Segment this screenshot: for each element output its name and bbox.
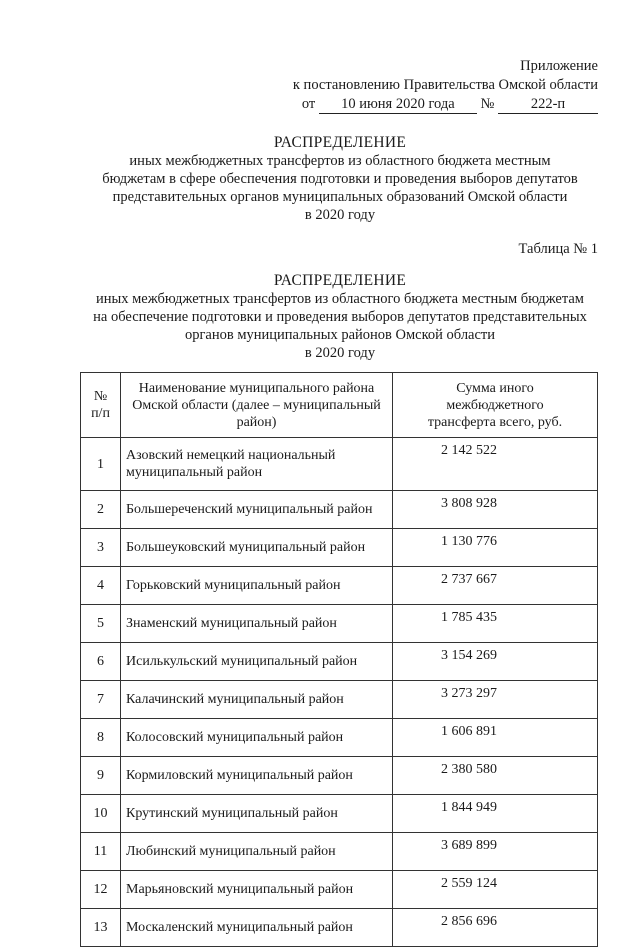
row-number: 10 — [81, 795, 121, 833]
table-row — [81, 833, 598, 871]
row-number: 7 — [81, 681, 121, 719]
header-text: Сумма иного — [456, 380, 534, 396]
resolution-date-number — [302, 95, 598, 114]
row-sum: 2 737 667 — [393, 567, 598, 605]
header-text: район) — [236, 414, 277, 430]
district-name-line: муниципальный район — [126, 465, 263, 480]
main-title-heading: РАСПРЕДЕЛЕНИЕ — [273, 134, 407, 151]
row-number: 8 — [81, 719, 121, 757]
row-district: Марьяновский муниципальный район — [121, 871, 393, 909]
row-number: 11 — [81, 833, 121, 871]
row-sum: 1 844 949 — [393, 795, 598, 833]
header-name — [121, 373, 393, 438]
table-row — [81, 491, 598, 529]
main-title-line: бюджетам в сфере обеспечения подготовки и проведения выборов депутатов — [102, 171, 578, 187]
table-title-line: иных межбюджетных трансфертов из областного бюджета местным бюджетам — [95, 291, 584, 307]
table-row — [81, 567, 598, 605]
table-row — [81, 681, 598, 719]
header-text: Омской области (далее – муниципальный — [132, 397, 381, 413]
row-sum: 1 130 776 — [393, 529, 598, 567]
row-sum: 3 273 297 — [393, 681, 598, 719]
table-row — [81, 719, 598, 757]
row-number: 9 — [81, 757, 121, 795]
row-sum: 3 154 269 — [393, 643, 598, 681]
row-number: 4 — [81, 567, 121, 605]
distribution-table — [80, 372, 598, 947]
row-number: 3 — [81, 529, 121, 567]
header-number — [81, 373, 121, 438]
row-district: Большеуковский муниципальный район — [121, 529, 393, 567]
row-district: Колосовский муниципальный район — [121, 719, 393, 757]
table-row — [81, 643, 598, 681]
table-title-heading: РАСПРЕДЕЛЕНИЕ — [273, 272, 407, 289]
row-district: Большереченский муниципальный район — [121, 491, 393, 529]
header-text: трансферта всего, руб. — [427, 414, 563, 430]
resolution-label: к постановлению Правительства Омской области — [292, 77, 598, 93]
row-sum: 3 808 928 — [393, 491, 598, 529]
table-title-line: в 2020 году — [304, 345, 376, 361]
main-title-line: в 2020 году — [304, 207, 376, 223]
row-sum: 1 785 435 — [393, 605, 598, 643]
row-district: Москаленский муниципальный район — [121, 909, 393, 947]
row-number: 6 — [81, 643, 121, 681]
row-sum: 2 380 580 — [393, 757, 598, 795]
row-district — [121, 438, 393, 491]
table-row — [81, 438, 598, 491]
table-title-line: органов муниципальных районов Омской области — [184, 327, 496, 343]
row-number: 2 — [81, 491, 121, 529]
table-title — [60, 272, 620, 362]
row-sum: 2 142 522 — [393, 438, 598, 491]
from-label: от — [301, 96, 316, 112]
row-district: Крутинский муниципальный район — [121, 795, 393, 833]
table-number-label: Таблица № 1 — [518, 241, 598, 257]
header-text: межбюджетного — [446, 397, 544, 413]
row-district: Исилькульский муниципальный район — [121, 643, 393, 681]
table-row — [81, 871, 598, 909]
row-sum: 1 606 891 — [393, 719, 598, 757]
row-number: 12 — [81, 871, 121, 909]
header-text: № — [93, 389, 108, 404]
row-district: Горьковский муниципальный район — [121, 567, 393, 605]
row-district: Калачинский муниципальный район — [121, 681, 393, 719]
table-row — [81, 795, 598, 833]
table-row — [81, 529, 598, 567]
row-number: 1 — [81, 438, 121, 491]
table-row — [81, 605, 598, 643]
main-title-line: иных межбюджетных трансфертов из областного бюджета местным — [129, 153, 551, 169]
header-sum — [393, 373, 598, 438]
header-text: п/п — [91, 406, 110, 421]
row-sum: 2 559 124 — [393, 871, 598, 909]
table-title-line: на обеспечение подготовки и проведения выборов депутатов представительных — [93, 309, 587, 325]
number-label: № — [480, 96, 495, 112]
row-district: Знаменский муниципальный район — [121, 605, 393, 643]
main-title — [60, 134, 620, 224]
resolution-number: 222-п — [498, 96, 598, 114]
row-sum: 3 689 899 — [393, 833, 598, 871]
header-text: Наименование муниципального района — [138, 380, 375, 396]
resolution-date: 10 июня 2020 года — [319, 96, 477, 114]
row-sum: 2 856 696 — [393, 909, 598, 947]
document-header — [293, 57, 598, 114]
row-district: Любинский муниципальный район — [121, 833, 393, 871]
appendix-label: Приложение — [520, 58, 598, 74]
row-number: 13 — [81, 909, 121, 947]
main-title-line: представительных органов муниципальных образований Омской области — [112, 189, 568, 205]
table-row — [81, 909, 598, 947]
district-name-line: Азовский немецкий национальный — [126, 448, 336, 463]
row-district: Кормиловский муниципальный район — [121, 757, 393, 795]
row-number: 5 — [81, 605, 121, 643]
table-row — [81, 757, 598, 795]
table-header-row — [81, 373, 598, 438]
